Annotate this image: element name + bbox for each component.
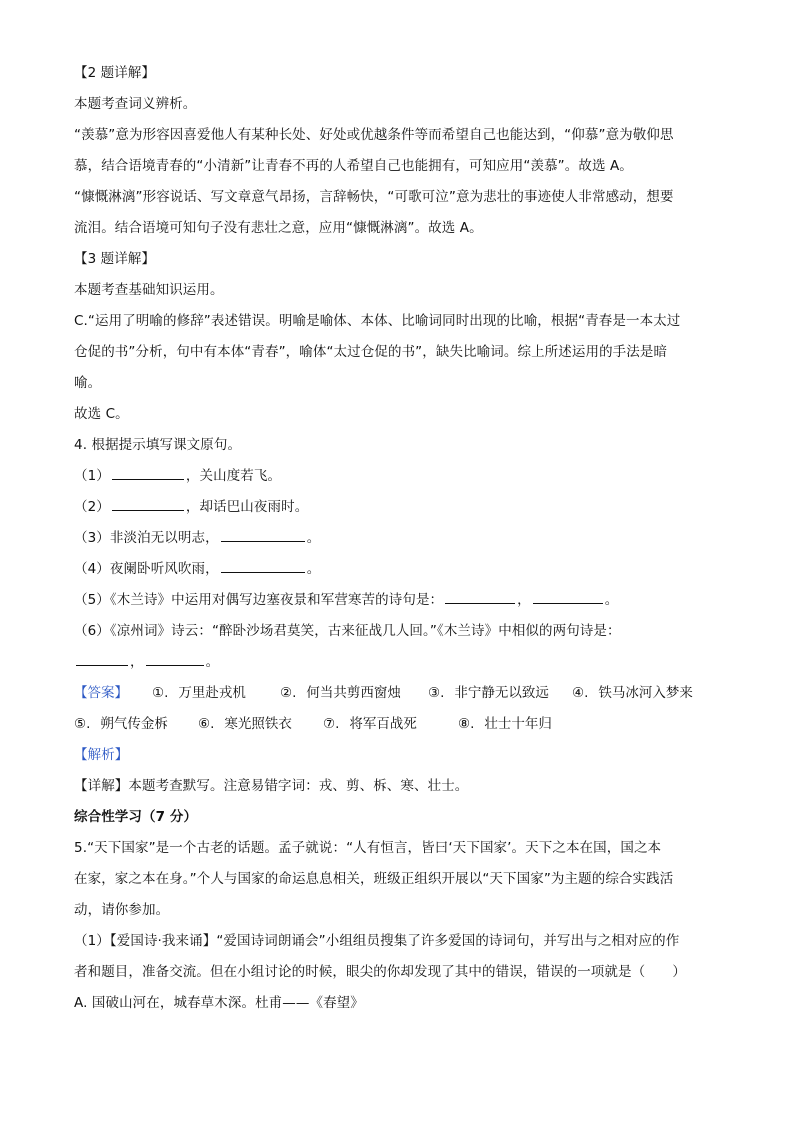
q4-item-2-text: ，却话巴山夜雨时。 — [185, 499, 309, 515]
q4-item-5-end: 。 — [604, 592, 619, 608]
answer-blank — [112, 494, 184, 511]
answer-blank — [221, 525, 305, 542]
q3-header: 【3 题详解】 — [74, 251, 156, 267]
q3-para1-line2: 仓促的书”分析，句中有本体“青春”，喻体“太过仓促的书”，缺失比喻词。综上所述运用的手法是暗 — [74, 344, 668, 360]
detail-text: 本题考查默写。注意易错字词：戎、剪、柝、寒、壮士。 — [128, 778, 469, 794]
q3-intro: 本题考查基础知识运用。 — [74, 282, 224, 298]
answer-blank — [221, 556, 305, 573]
answer-8: ⑧. 壮士十年归 — [458, 716, 552, 732]
q5-para1-line1: 5.“天下国家”是一个古老的话题。孟子就说：“人有恒言，皆曰‘天下国家’。天下之本在国，国之本 — [74, 840, 662, 856]
q4-item-2 — [74, 492, 724, 523]
analysis-label: 【解析】 — [74, 747, 129, 763]
q3-para1-line3: 喻。 — [74, 375, 102, 391]
q5-para1-line2: 在家，家之本在身。”个人与国家的命运息息相关，班级正组织开展以“天下国家”为主题的综合实践活 — [74, 871, 674, 887]
section-title: 综合性学习（7 分） — [74, 809, 198, 825]
answer-row-2 — [74, 709, 724, 740]
q4-item-5 — [74, 585, 724, 616]
q2-header: 【2 题详解】 — [74, 65, 156, 81]
q4-item-4-text: 夜阑卧听风吹雨， — [109, 561, 219, 577]
answer-6: ⑥. 寒光照铁衣 — [198, 716, 292, 732]
detail-label: 【详解】 — [74, 778, 129, 794]
q4-item-6-sep: ， — [130, 654, 144, 670]
q4-item-5-sep: ， — [517, 592, 531, 608]
q2-para2-line1: “慷慨淋漓”形容说话、写文章意气昂扬，言辞畅快，“可歌可泣”意为悲壮的事迹使人非常感动，想要 — [74, 189, 674, 205]
q4-item-1 — [74, 461, 724, 492]
q3-conclusion: 故选 C。 — [74, 406, 129, 422]
q4-item-4 — [74, 554, 724, 585]
answer-7: ⑦. 将军百战死 — [323, 716, 417, 732]
q3-para1-line1: C.“运用了明喻的修辞”表述错误。明喻是喻体、本体、比喻词同时出现的比喻，根据“青春是一本太过 — [74, 313, 681, 329]
q2-para1-line1: “羡慕”意为形容因喜爱他人有某种长处、好处或优越条件等而希望自己也能达到，“仰慕”意为敬仰思 — [74, 127, 674, 143]
q4-item-4-end: 。 — [306, 561, 321, 577]
answer-row-1 — [74, 678, 724, 709]
q5-para2-line2: 者和题目，准备交流。但在小组讨论的时候，眼尖的你却发现了其中的错误，错误的一项就是（ ） — [74, 964, 686, 980]
q4-item-1-text: ，关山度若飞。 — [185, 468, 282, 484]
q4-item-2-prefix: （2） — [74, 499, 110, 515]
q4-item-4-prefix: （4） — [74, 561, 110, 577]
q4-item-5-text: （5）《木兰诗》中运用对偶写边塞夜景和军营寒苦的诗句是： — [74, 592, 444, 608]
answer-blank — [445, 587, 515, 604]
document-page — [74, 58, 724, 1019]
answer-4: ④. 铁马冰河入梦来 — [572, 685, 693, 701]
answer-blank — [112, 463, 184, 480]
q2-para1-line2: 慕，结合语境青春的“小清新”让青春不再的人希望自己也能拥有，可知应用“羡慕”。故选 A。 — [74, 158, 633, 174]
q5-para2-line1: （1）【爱国诗·我来诵】“爱国诗词朗诵会”小组组员搜集了许多爱国的诗词句，并写出与之相对应的作 — [74, 933, 680, 949]
answer-blank — [146, 649, 204, 666]
q4-item-6-blanks — [74, 647, 724, 678]
answer-label: 【答案】 — [74, 685, 128, 701]
q4-item-6: （6）《凉州词》诗云：“醉卧沙场君莫笑，古来征战几人回。”《木兰诗》中相似的两句诗是： — [74, 623, 621, 639]
q5-option-a: A. 国破山河在，城春草木深。杜甫——《春望》 — [74, 995, 364, 1011]
answer-2: ②. 何当共剪西窗烛 — [280, 685, 401, 701]
q4-item-3 — [74, 523, 724, 554]
detail-line — [74, 771, 724, 802]
q2-para2-line2: 流泪。结合语境可知句子没有悲壮之意，应用“慷慨淋漓”。故选 A。 — [74, 220, 483, 236]
q4-title: 4. 根据提示填写课文原句。 — [74, 437, 242, 453]
q4-item-3-text: 非淡泊无以明志， — [109, 530, 219, 546]
q5-para1-line3: 动，请你参加。 — [74, 902, 170, 918]
answer-1: ①. 万里赴戎机 — [152, 685, 246, 701]
q4-item-1-prefix: （1） — [74, 468, 110, 484]
answer-3: ③. 非宁静无以致远 — [428, 685, 549, 701]
q4-item-3-end: 。 — [306, 530, 321, 546]
q4-item-3-prefix: （3） — [74, 530, 110, 546]
answer-5: ⑤. 朔气传金柝 — [74, 716, 168, 732]
answer-blank — [533, 587, 603, 604]
q4-item-6-end: 。 — [205, 654, 220, 670]
q2-intro: 本题考查词义辨析。 — [74, 96, 197, 112]
answer-blank — [76, 649, 128, 666]
